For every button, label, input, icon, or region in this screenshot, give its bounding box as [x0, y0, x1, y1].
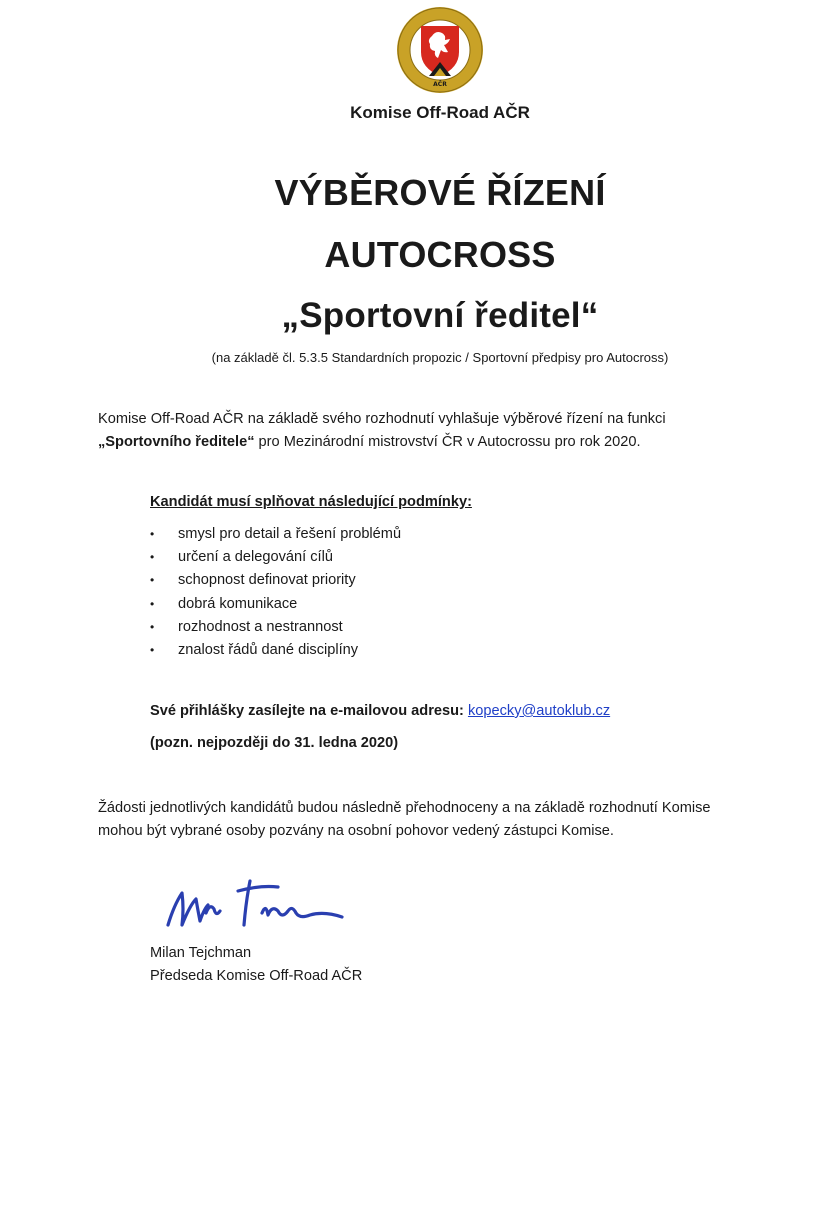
- bullet-icon: •: [150, 619, 155, 634]
- title-line-1: VÝBĚROVÉ ŘÍZENÍ: [274, 172, 606, 213]
- list-item: [150, 616, 401, 639]
- conditions-heading: Kandidát musí splňovat následující podmínky:: [150, 494, 472, 510]
- list-item: [150, 523, 401, 546]
- autoklub-logo: [396, 6, 484, 94]
- list-item-text: znalost řádů dané disciplíny: [178, 641, 359, 658]
- bullet-icon: •: [150, 550, 155, 565]
- list-item: [150, 639, 401, 662]
- list-item-text: dobrá komunikace: [178, 595, 298, 612]
- list-item-text: smysl pro detail a řešení problémů: [178, 526, 402, 542]
- title-line-2: AUTOCROSS: [324, 234, 556, 275]
- title-line-3: „Sportovní ředitel“: [281, 296, 599, 335]
- deadline-note: (pozn. nejpozději do 31. ledna 2020): [150, 735, 399, 751]
- bullet-icon: •: [150, 596, 155, 611]
- intro-text-2: pro Mezinárodní mistrovství ČR v Autocrossu pro rok 2020.: [254, 434, 641, 450]
- list-item: [150, 569, 401, 592]
- signer-name: Milan Tejchman: [150, 945, 252, 961]
- intro-text-1: Komise Off-Road AČR na základě svého rozhodnutí vyhlašuje výběrové řízení na funkci: [98, 411, 666, 427]
- closing-paragraph: Žádosti jednotlivých kandidátů budou následně přehodnoceny a na základě rozhodnutí Komise mohou být vybrané osoby pozvány na osobní pohovor vedený zástupci Komise.: [98, 800, 711, 839]
- list-item: [150, 593, 401, 616]
- bullet-icon: •: [150, 573, 155, 588]
- intro-paragraph: [98, 408, 748, 454]
- conditions-list: [150, 523, 401, 662]
- bullet-icon: •: [150, 527, 155, 541]
- bullet-icon: •: [150, 642, 155, 657]
- application-line: [150, 703, 610, 719]
- intro-bold-role: „Sportovního ředitele“: [98, 434, 255, 450]
- signature-image: [160, 875, 350, 937]
- list-item: [150, 546, 401, 569]
- list-item-text: určení a delegování cílů: [178, 549, 333, 566]
- email-link[interactable]: kopecky@autoklub.cz: [467, 703, 611, 719]
- signer-role: Předseda Komise Off-Road AČR: [150, 968, 363, 984]
- svg-text:AČR: AČR: [433, 81, 447, 88]
- list-item-text: schopnost definovat priority: [178, 572, 356, 589]
- basis-note: (na základě čl. 5.3.5 Standardních propozic / Sportovní předpisy pro Autocross): [211, 350, 669, 365]
- org-name: Komise Off-Road AČR: [350, 103, 530, 122]
- list-item-text: rozhodnost a nestrannost: [178, 618, 343, 635]
- application-label: Své přihlášky zasílejte na e-mailovou adresu:: [150, 703, 468, 719]
